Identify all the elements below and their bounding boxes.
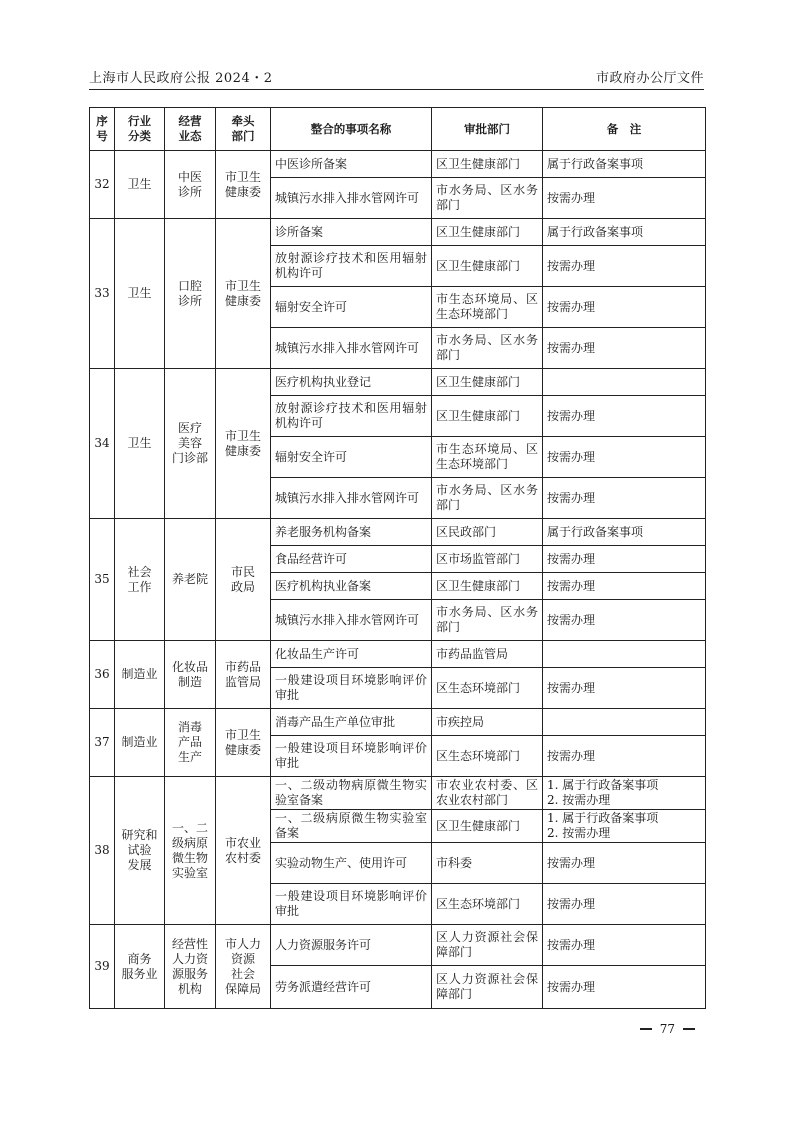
lead-department-line: 市人力 <box>224 936 261 951</box>
business-format <box>165 925 216 1009</box>
footer-dash-right <box>683 1028 695 1030</box>
industry-category-line: 发展 <box>127 858 152 872</box>
row-number: 37 <box>90 709 115 777</box>
business-format-line: 中医 <box>177 169 202 184</box>
page-footer <box>640 1022 695 1036</box>
lead-department-line: 资源 <box>230 951 255 966</box>
business-format-line: 微生物 <box>171 850 208 865</box>
industry-category <box>115 641 165 709</box>
remark: 按需办理 <box>543 966 706 1009</box>
item-name: 医疗机构执业备案 <box>271 573 432 600</box>
business-format-line: 生产 <box>177 750 202 764</box>
industry-category-line: 卫生 <box>127 286 152 300</box>
approval-department: 区卫生健康部门 <box>432 573 543 600</box>
item-name: 一般建设项目环境影响评价审批 <box>271 884 432 925</box>
item-name: 劳务派遣经营许可 <box>271 966 432 1009</box>
business-format <box>165 709 216 777</box>
industry-category <box>115 709 165 777</box>
remark: 属于行政备案事项 <box>543 219 706 246</box>
approval-department: 区人力资源社会保障部门 <box>432 966 543 1009</box>
business-format <box>165 641 216 709</box>
industry-category-line: 卫生 <box>127 177 152 191</box>
lead-department-line: 监管局 <box>224 674 261 689</box>
business-format-line: 级病原 <box>171 835 208 850</box>
item-name: 养老服务机构备案 <box>271 519 432 546</box>
remark: 按需办理 <box>543 843 706 884</box>
item-name: 一、二级动物病原微生物实验室备案 <box>271 777 432 810</box>
remark: 按需办理 <box>543 573 706 600</box>
approval-items-table <box>89 107 706 1009</box>
lead-department-line: 健康委 <box>224 293 261 308</box>
lead-department <box>216 151 271 219</box>
approval-department: 区卫生健康部门 <box>432 219 543 246</box>
row-number: 32 <box>90 151 115 219</box>
remark: 按需办理 <box>543 328 706 369</box>
approval-department: 市生态环境局、区生态环境部门 <box>432 287 543 328</box>
item-name: 辐射安全许可 <box>271 287 432 328</box>
business-format-line: 美容 <box>177 436 202 450</box>
header-col-industry <box>115 108 165 151</box>
lead-department-line: 市卫生 <box>224 169 261 184</box>
industry-category <box>115 219 165 369</box>
lead-department-line: 政局 <box>230 579 255 594</box>
item-name: 城镇污水排入排水管网许可 <box>271 600 432 641</box>
remark: 按需办理 <box>543 600 706 641</box>
business-format-line: 养老院 <box>171 572 208 586</box>
header-col-industry-line: 行业 <box>128 114 151 128</box>
lead-department-line: 健康委 <box>224 742 261 757</box>
header-col-industry-line: 分类 <box>128 129 151 143</box>
header-col-no <box>90 108 115 151</box>
approval-department: 市水务局、区水务部门 <box>432 478 543 519</box>
remark-line: 2. 按需办理 <box>547 826 611 840</box>
industry-category <box>115 519 165 641</box>
item-name: 中医诊所备案 <box>271 151 432 178</box>
table-row <box>90 219 706 246</box>
business-format-line: 一、二 <box>171 820 208 835</box>
approval-department: 市水务局、区水务部门 <box>432 178 543 219</box>
row-number: 34 <box>90 369 115 519</box>
item-name: 化妆品生产许可 <box>271 641 432 668</box>
item-name: 一、二级病原微生物实验室备案 <box>271 810 432 843</box>
remark: 属于行政备案事项 <box>543 151 706 178</box>
approval-department: 市水务局、区水务部门 <box>432 328 543 369</box>
section-title: 市政府办公厅文件 <box>595 71 704 86</box>
header-col-item-line: 整合的事项名称 <box>310 121 392 136</box>
table-row <box>90 925 706 966</box>
approval-department: 区生态环境部门 <box>432 884 543 925</box>
remark <box>543 641 706 668</box>
lead-department-line: 保障局 <box>224 981 261 996</box>
industry-category-line: 研究和 <box>121 828 158 842</box>
approval-department: 市科委 <box>432 843 543 884</box>
industry-category-line: 商务 <box>127 951 152 966</box>
lead-department <box>216 709 271 777</box>
business-format-line: 机构 <box>177 981 202 996</box>
business-format-line: 化妆品 <box>171 659 208 674</box>
business-format-line: 实验室 <box>171 865 208 880</box>
item-name: 放射源诊疗技术和医用辐射机构许可 <box>271 246 432 287</box>
remark: 按需办理 <box>543 668 706 709</box>
approval-department: 区卫生健康部门 <box>432 396 543 437</box>
header-col-dept-line: 审批部门 <box>464 121 510 136</box>
industry-category <box>115 151 165 219</box>
item-name: 食品经营许可 <box>271 546 432 573</box>
row-number: 39 <box>90 925 115 1009</box>
approval-department: 市生态环境局、区生态环境部门 <box>432 437 543 478</box>
lead-department-line: 市民 <box>230 564 255 579</box>
item-name: 城镇污水排入排水管网许可 <box>271 178 432 219</box>
remark-line: 2. 按需办理 <box>547 793 611 807</box>
row-number: 38 <box>90 777 115 925</box>
remark <box>543 810 706 843</box>
table-row <box>90 151 706 178</box>
table-row <box>90 777 706 810</box>
industry-category-line: 工作 <box>127 579 152 594</box>
header-col-note-line: 备 注 <box>606 121 642 136</box>
header-col-format <box>165 108 216 151</box>
industry-category-line: 卫生 <box>127 436 152 450</box>
item-name: 城镇污水排入排水管网许可 <box>271 328 432 369</box>
row-number: 36 <box>90 641 115 709</box>
industry-category-line: 试验 <box>127 843 152 857</box>
lead-department <box>216 641 271 709</box>
header-col-format-line: 业态 <box>178 129 202 143</box>
remark: 按需办理 <box>543 925 706 966</box>
item-name: 一般建设项目环境影响评价审批 <box>271 668 432 709</box>
remark <box>543 709 706 736</box>
approval-department: 区卫生健康部门 <box>432 369 543 396</box>
header-col-lead-line: 部门 <box>231 129 255 143</box>
header-col-no-line: 号 <box>96 129 108 143</box>
table-row <box>90 709 706 736</box>
lead-department-line: 社会 <box>230 966 255 981</box>
item-name: 辐射安全许可 <box>271 437 432 478</box>
remark-line: 1. 属于行政备案事项 <box>547 778 659 792</box>
lead-department-line: 市卫生 <box>224 428 261 443</box>
remark: 属于行政备案事项 <box>543 519 706 546</box>
approval-department: 区卫生健康部门 <box>432 246 543 287</box>
header-rule <box>89 89 704 90</box>
item-name: 实验动物生产、使用许可 <box>271 843 432 884</box>
industry-category <box>115 777 165 925</box>
footer-dash-left <box>640 1028 652 1030</box>
header-col-dept <box>432 108 543 151</box>
business-format-line: 制造 <box>177 674 202 689</box>
table-row <box>90 369 706 396</box>
lead-department-line: 市卫生 <box>224 278 261 293</box>
industry-category <box>115 369 165 519</box>
remark: 按需办理 <box>543 396 706 437</box>
remark: 按需办理 <box>543 437 706 478</box>
lead-department-line: 健康委 <box>224 184 261 199</box>
approval-department: 市农业农村委、区农业农村部门 <box>432 777 543 810</box>
item-name: 医疗机构执业登记 <box>271 369 432 396</box>
business-format-line: 门诊部 <box>171 451 208 465</box>
remark: 按需办理 <box>543 546 706 573</box>
item-name: 一般建设项目环境影响评价审批 <box>271 736 432 777</box>
remark: 按需办理 <box>543 287 706 328</box>
business-format-line: 医疗 <box>177 421 202 435</box>
publication-title: 上海市人民政府公报 2024・2 <box>89 71 273 86</box>
header-col-format-line: 经营 <box>178 114 202 128</box>
industry-category <box>115 925 165 1009</box>
business-format <box>165 777 216 925</box>
remark: 按需办理 <box>543 478 706 519</box>
remark: 按需办理 <box>543 178 706 219</box>
business-format-line: 消毒 <box>177 720 202 734</box>
header-col-no-line: 序 <box>96 114 108 128</box>
lead-department <box>216 777 271 925</box>
business-format <box>165 151 216 219</box>
business-format-line: 产品 <box>177 735 202 749</box>
table-header-row <box>90 108 706 151</box>
item-name: 消毒产品生产单位审批 <box>271 709 432 736</box>
remark: 按需办理 <box>543 736 706 777</box>
approval-department: 区生态环境部门 <box>432 668 543 709</box>
lead-department-line: 市药品 <box>224 659 261 674</box>
row-number: 35 <box>90 519 115 641</box>
business-format-line: 源服务 <box>171 966 208 981</box>
item-name: 人力资源服务许可 <box>271 925 432 966</box>
approval-department: 区人力资源社会保障部门 <box>432 925 543 966</box>
remark-line: 1. 属于行政备案事项 <box>547 811 659 825</box>
industry-category-line: 制造业 <box>121 735 158 749</box>
business-format <box>165 369 216 519</box>
header-col-lead <box>216 108 271 151</box>
item-name: 放射源诊疗技术和医用辐射机构许可 <box>271 396 432 437</box>
approval-department: 市水务局、区水务部门 <box>432 600 543 641</box>
business-format-line: 经营性 <box>171 936 208 951</box>
header-col-item <box>271 108 432 151</box>
remark: 按需办理 <box>543 884 706 925</box>
approval-department: 市药品监管局 <box>432 641 543 668</box>
lead-department <box>216 925 271 1009</box>
approval-department: 市疾控局 <box>432 709 543 736</box>
business-format-line: 诊所 <box>177 293 202 308</box>
table-row <box>90 641 706 668</box>
remark <box>543 777 706 810</box>
lead-department-line: 市农业 <box>224 835 261 850</box>
approval-department: 区民政部门 <box>432 519 543 546</box>
industry-category-line: 制造业 <box>121 667 158 681</box>
business-format <box>165 519 216 641</box>
industry-category-line: 服务业 <box>121 966 158 981</box>
table-row <box>90 519 706 546</box>
lead-department <box>216 219 271 369</box>
business-format <box>165 219 216 369</box>
business-format-line: 人力资 <box>171 951 208 966</box>
approval-department: 区卫生健康部门 <box>432 151 543 178</box>
page-number: 77 <box>659 1022 675 1036</box>
business-format-line: 诊所 <box>177 184 202 199</box>
item-name: 城镇污水排入排水管网许可 <box>271 478 432 519</box>
remark <box>543 369 706 396</box>
header-col-note <box>543 108 706 151</box>
lead-department-line: 农村委 <box>224 850 261 865</box>
industry-category-line: 社会 <box>127 564 152 579</box>
approval-department: 区生态环境部门 <box>432 736 543 777</box>
lead-department-line: 市卫生 <box>224 727 261 742</box>
lead-department <box>216 519 271 641</box>
business-format-line: 口腔 <box>177 278 202 293</box>
lead-department <box>216 369 271 519</box>
approval-department: 区卫生健康部门 <box>432 810 543 843</box>
item-name: 诊所备案 <box>271 219 432 246</box>
header-col-lead-line: 牵头 <box>231 114 255 128</box>
lead-department-line: 健康委 <box>224 443 261 458</box>
remark: 按需办理 <box>543 246 706 287</box>
row-number: 33 <box>90 219 115 369</box>
approval-department: 区市场监管部门 <box>432 546 543 573</box>
